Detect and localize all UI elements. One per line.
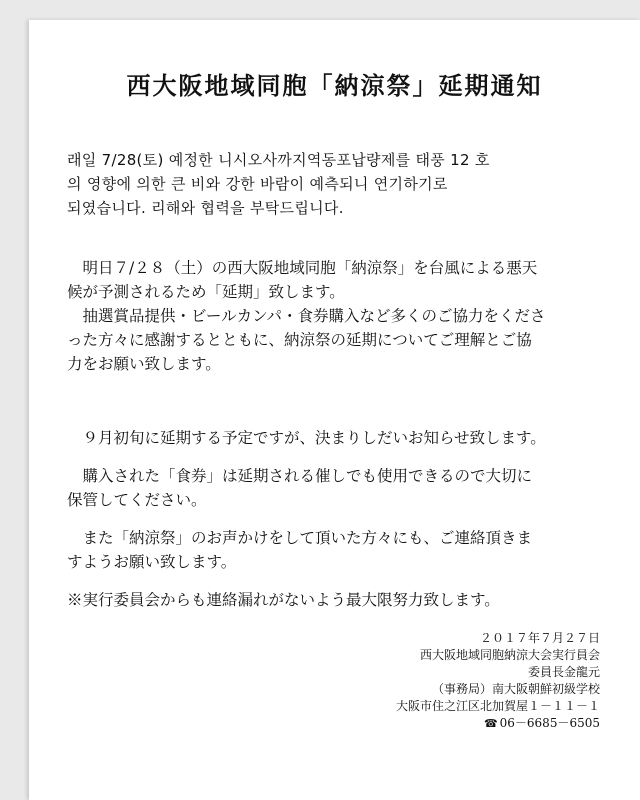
phone-line	[396, 715, 600, 732]
notice-title: 西大阪地域同胞「納涼祭」延期通知	[126, 71, 543, 100]
postponement-paragraph: 明日７/２８（土）の西大阪地域同胞「納涼祭」を台風による悪天 候が予測されるため「延期」致します。	[67, 259, 538, 301]
notice-page	[29, 20, 640, 800]
organizer-name: 西大阪地域同胞納涼大会実行員会	[419, 648, 600, 662]
committee-chair: 委員長金龍元	[527, 665, 600, 679]
committee-note-paragraph: ※実行委員会からも連絡漏れがないよう最大限努力致します。	[67, 591, 500, 609]
notice-body	[67, 148, 609, 612]
contact-request-paragraph: また「納涼祭」のお声かけをして頂いた方々にも、ご連絡頂きま すようお願い致します。	[67, 529, 533, 571]
new-date-paragraph: ９月初旬に延期する予定ですが、決まりしだいお知らせ致します。	[67, 429, 546, 447]
signature-block	[396, 630, 600, 732]
phone-number: 06－6685－6505	[499, 716, 600, 730]
telephone-icon: ☎	[483, 717, 498, 730]
korean-paragraph: 래일 7/28(토) 예정한 니시오사까지역동포납량제를 태풍 12 호 의 영향에 의한 큰 비와 강한 바람이 예측되니 연기하기로 되였습니다. 리해와 협력을 부탁드립니다.	[67, 151, 490, 217]
office-name: （事務局）南大阪朝鮮初級学校	[431, 682, 600, 696]
meal-ticket-paragraph: 購入された「食券」は延期される催しでも使用できるので大切に 保管してください。	[67, 467, 533, 509]
thanks-paragraph: 抽選賞品提供・ビールカンパ・食券購入など多くのご協力をくださ った方々に感謝するとともに、納涼祭の延期についてご理解とご協 力をお願い致します。	[67, 307, 546, 373]
notice-date: ２０１７年７月２７日	[479, 631, 600, 645]
office-address: 大阪市住之江区北加賀屋１－１１－１	[395, 699, 600, 713]
